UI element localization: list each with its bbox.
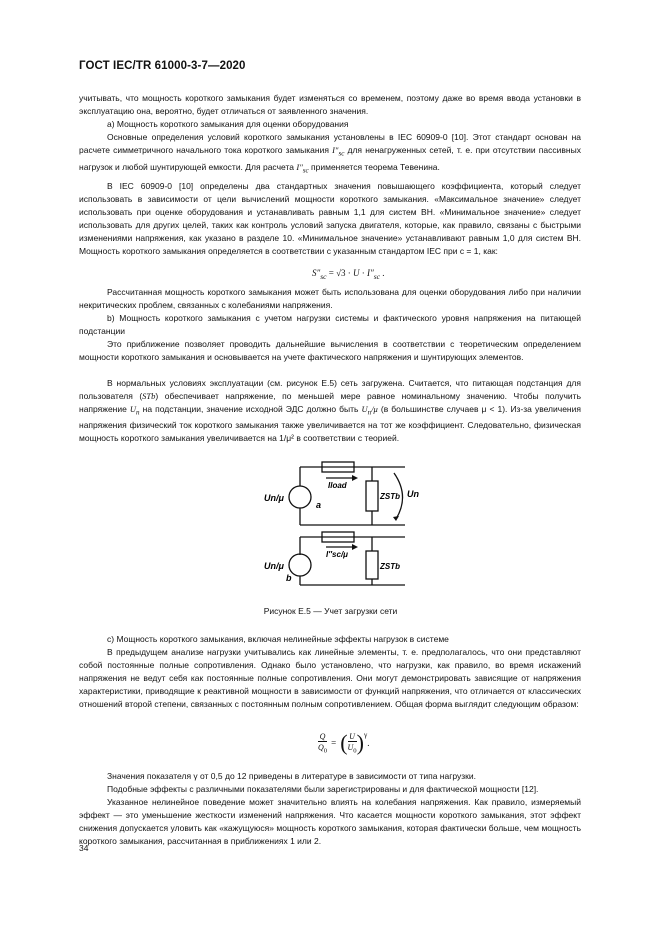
item-b-heading: b) Мощность короткого замыкания с учетом нагрузки системы и фактического уровня напряжения на питающей подстанции [79, 313, 581, 336]
impedance-b-label: ZSTb [380, 562, 400, 571]
text-segment: Основные определения условий короткого замыкания установлены в IEC 60909-0 [10]. Этот стандарт основан на расчете симметричного начального тока короткого замыкания [79, 132, 581, 155]
load-impedance-a [366, 481, 378, 511]
source-a-label: Un/μ [264, 493, 284, 503]
formula-ssc: $S''_{sc} = √3 \cdot U \cdot I''_{sc}$ . [312, 268, 385, 281]
text-segment: ) обеспечивает напряжение, по меньшей мере равное номинальному значению. Чтобы получить напряжение [79, 390, 582, 414]
label-a: a [316, 500, 322, 510]
paragraph-approximation: Это приближение позволяет проводить дальнейшие вычисления в соответствии с теоретическим определением мощности короткого замыкания и основывается на учете фактического напряжения и шунтирующих элементов. [79, 339, 581, 362]
sc-current-label: I″sc/μ [326, 550, 348, 559]
item-c-heading: c) Мощность короткого замыкания, включая нелинейные эффекты нагрузок в системе [107, 634, 449, 644]
text-segment: (в большинстве случаев μ < 1). Из-за увеличения напряжения физический ток короткого замыкания также увеличивается на тот же коэффициент. Следовательно, физическая мощность короткого замыкания увеличивается на 1/μ² в соответствии с теорией. [79, 403, 581, 444]
formula-q-q0: $\frac{Q}{Q_0}$ = ( U $U_0$ ) $^\gamma$ . [318, 730, 370, 755]
figure-caption: Рисунок Е.5 — Учет загрузки сети [263, 606, 398, 616]
stb-symbol: STb [142, 390, 156, 401]
paragraph-intro: учитывать, что мощность короткого замыкания будет изменяться со временем, поэтому даже во время ввода установки в эксплуатацию она, вероятно, будет отличаться от заявленного значения. [79, 93, 581, 116]
load-current-label: Iload [328, 481, 347, 490]
label-b: b [286, 573, 292, 583]
isc-symbol: $I''_{sc}$ [332, 144, 345, 158]
document-header: ГОСТ IEC/TR 61000-3-7—2020 [79, 60, 246, 72]
circuit-b-wires [300, 537, 405, 585]
paragraph-normal-conditions [79, 377, 581, 445]
paragraph-definitions [79, 131, 581, 177]
item-a-heading: a) Мощность короткого замыкания для оценки оборудования [107, 119, 349, 129]
arrowheads [352, 475, 399, 550]
un-mu-symbol: $U_n/\mu$ [361, 403, 378, 417]
source-b-icon [289, 554, 311, 576]
page-number: 34 [79, 843, 89, 853]
un-symbol: $U_n$ [129, 403, 140, 417]
figure-e5-circuit [260, 455, 430, 595]
paragraph-gamma: Значения показателя γ от 0,5 до 12 приведены в литературе в зависимости от типа нагрузки. [107, 771, 476, 781]
text-segment: на подстанции, значение исходной ЭДС должно быть [142, 403, 359, 414]
paragraph-coefficient: В IEC 60909-0 [10] определены два стандартных значения повышающего коэффициента, который следует использовать в зависимости от цели вычислений мощности короткого замыкания. «Максимальное значение» следует использовать при оценке оборудования и устанавливать равным 1,1 для систем ВН. «Минимальное значение» следует использовать для других целей, таких как контроль условий запуска двигателя, которые, как правило, связаны с быстрыми изменениями напряжения, как указано в разделе 10. «Минимальное значение» устанавливают равным 1,0 для систем ВН. Мощность короткого замыкания определяется в соответствии с указанным стандартом IEC при c = 1, как: [79, 181, 581, 256]
paragraph-nonlinear: В предыдущем анализе нагрузки учитывались как линейные элементы, т. е. предполагалось, что они представляют собой постоянные полные сопротивления. Однако было установлено, что нагрузки, как правило, во время искажений напряжения не ведут себя как постоянные полные сопротивления. Они могут демонстрировать зависящие от напряжения характеристики, приводящие к реактивной мощности в зависимости от функций напряжения, что отличается от классических отношений второй степени, связанных с постоянным полным сопротивлением. Общая форма выглядит следующим образом: [79, 647, 581, 709]
paragraph-similar-effects: Подобные эффекты с различными показателями были зарегистрированы и для фактической мощности [12]. [107, 784, 539, 794]
isc-symbol: $I''_{sc}$ [296, 161, 309, 175]
voltage-label: Un [407, 489, 419, 499]
text-segment: применяется теорема Тевенина. [311, 161, 440, 172]
load-impedance-b [366, 551, 378, 579]
impedance-a-label: ZSTb [380, 492, 400, 501]
paragraph-calculated-power: Рассчитанная мощность короткого замыкания может быть использована для оценки оборудования либо при наличии некритических проблем, связанных с колебаниями напряжения. [79, 287, 581, 310]
text-segment: для ненагруженных сетей, т. е. при отсутствии пассивных нагрузок и любой шунтирующей емкости. Для расчета [79, 144, 581, 172]
source-a-icon [289, 486, 311, 508]
text-segment: В нормальных условиях эксплуатации (см. рисунок Е.5) сеть загружена. Считается, что питающая подстанция для пользователя ( [79, 378, 581, 401]
source-b-label: Un/μ [264, 561, 284, 571]
paragraph-behavior: Указанное нелинейное поведение может значительно влиять на колебания напряжения. Как правило, измеряемый эффект — это уменьшение жесткости изменений напряжения. Что касается мощности короткого замыкания, этот эффект снижения допускается уловить как «кажущуюся» мощность короткого замыкания, которая фактически больше, чем мощность короткого замыкания, рассчитанная в приближениях 1 или 2. [79, 797, 581, 846]
